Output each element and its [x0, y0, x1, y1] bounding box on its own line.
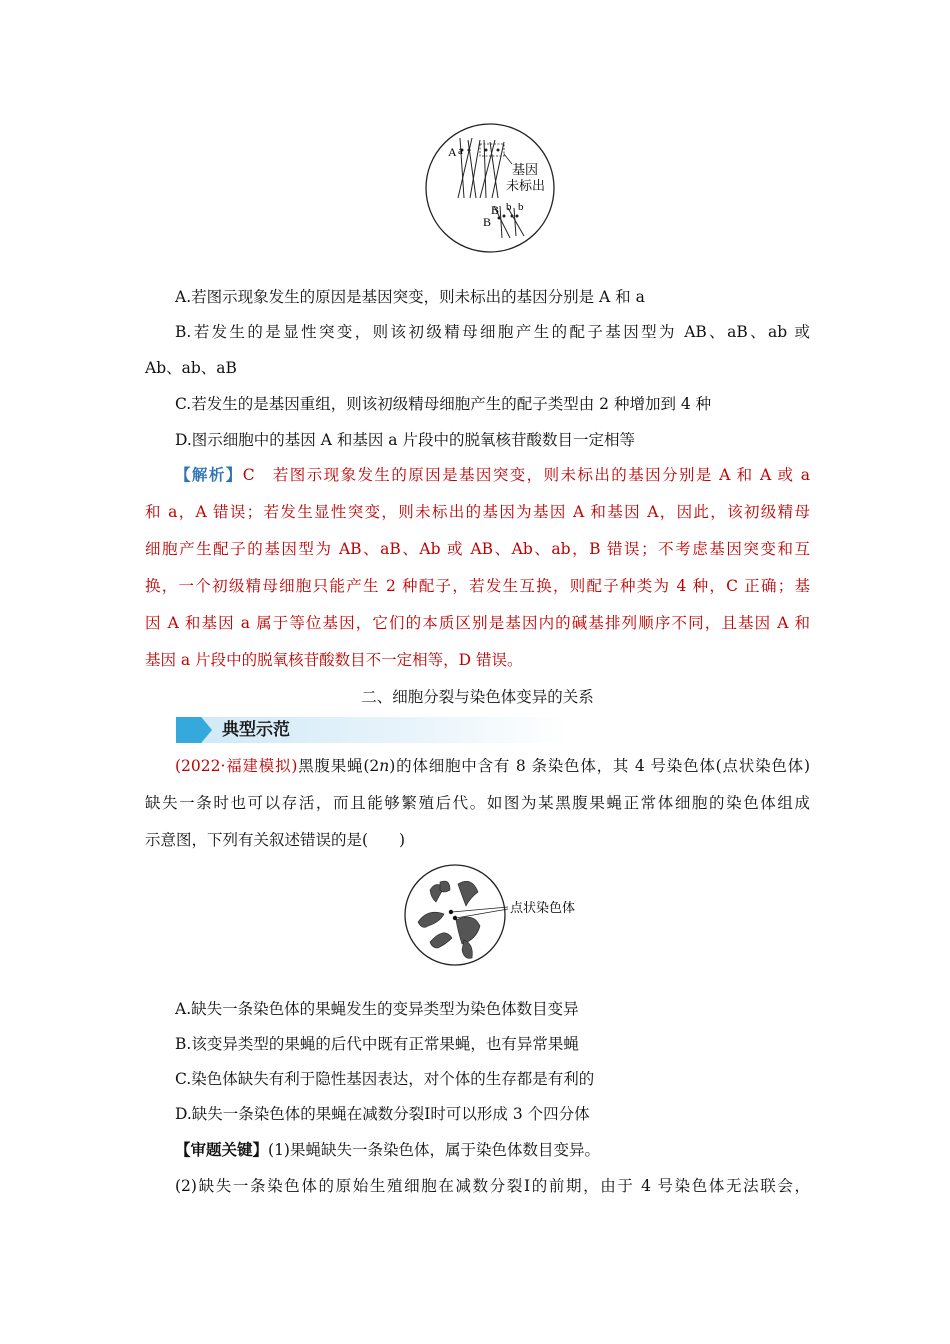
q1-analysis-line6: 基因 a 片段中的脱氧核苷酸数目不一定相等，D 错误。	[145, 651, 523, 669]
q1-analysis-line5: 因 A 和基因 a 属于等位基因，它们的本质区别是基因内的碱基排列顺序不同，且基因 A 和	[145, 614, 810, 632]
q1-option-a: A.若图示现象发生的原因是基因突变，则未标出的基因分别是 A 和 a	[175, 288, 645, 306]
section-title: 二、细胞分裂与染色体变异的关系	[361, 688, 594, 706]
q1-option-b-line1: B.若发生的是显性突变，则该初级精母细胞产生的配子基因型为 AB、aB、ab 或	[175, 323, 810, 341]
dot-chromosome-label: 点状染色体	[510, 901, 576, 916]
q1-option-c: C.若发生的是基因重组，则该初级精母细胞产生的配子类型由 2 种增加到 4 种	[175, 395, 712, 413]
key-line1: 【审题关键】(1)果蝇缺失一条染色体，属于染色体数目变异。	[175, 1140, 600, 1159]
gene-label-A: A	[448, 145, 457, 159]
example-banner	[176, 717, 568, 743]
q2-option-c: C.染色体缺失有利于隐性基因表达，对个体的生存都是有利的	[175, 1070, 595, 1088]
q1-analysis-line2: 和 a，A 错误；若发生显性突变，则未标出的基因为基因 A 和基因 A，因此，该初级精母	[145, 503, 810, 521]
q1-analysis-line1: 【解析】C 若图示现象发生的原因是基因突变，则未标出的基因分别是 A 和 A 或 a	[175, 465, 810, 484]
gene-label-b1: b	[506, 201, 512, 213]
gene-label-b2: b	[518, 201, 524, 213]
note-line2: 未标出	[506, 179, 546, 194]
q2-line2: 缺失一条时也可以存活，而且能够繁殖后代。如图为某黑腹果蝇正常体细胞的染色体组成	[145, 794, 810, 812]
q2-option-b: B.该变异类型的果蝇的后代中既有正常果蝇，也有异常果蝇	[175, 1035, 579, 1053]
q1-analysis-line4: 换，一个初级精母细胞只能产生 2 种配子，若发生互换，则配子种类为 4 种，C 正确；基	[145, 577, 810, 595]
q2-option-d: D.缺失一条染色体的果蝇在减数分裂Ⅰ时可以形成 3 个四分体	[175, 1105, 590, 1123]
gene-label-B2: B	[483, 215, 492, 229]
q1-option-d: D.图示细胞中的基因 A 和基因 a 片段中的脱氧核苷酸数目一定相等	[175, 431, 635, 449]
q1-analysis-line3: 细胞产生配子的基因型为 AB、aB、Ab 或 AB、Ab、ab，B 错误；不考虑基因突变和互	[145, 540, 810, 558]
note-line1: 基因	[512, 163, 539, 178]
q2-option-a: A.缺失一条染色体的果蝇发生的变异类型为染色体数目变异	[175, 1000, 579, 1018]
q2-source: (2022·福建模拟)	[175, 757, 298, 775]
key-tag: 【审题关键】	[175, 1140, 269, 1159]
gene-label-B1: B	[491, 203, 500, 217]
key-line2: (2)缺失一条染色体的原始生殖细胞在减数分裂Ⅰ的前期，由于 4 号染色体无法联会，	[175, 1177, 810, 1195]
fruitfly-chromosome-diagram	[400, 860, 600, 970]
q2-line1: (2022·福建模拟)黑腹果蝇(2n)的体细胞中含有 8 条染色体，其 4 号染色体(点状染色体)	[175, 757, 810, 775]
q1-option-b-line2: Ab、ab、aB	[145, 359, 237, 377]
analysis-tag: 【解析】	[175, 465, 243, 484]
cell-diagram-genes	[420, 120, 560, 260]
gene-label-a: a	[458, 145, 463, 157]
q2-line3: 示意图，下列有关叙述错误的是( )	[145, 831, 406, 849]
banner-title: 典型示范	[222, 720, 290, 740]
